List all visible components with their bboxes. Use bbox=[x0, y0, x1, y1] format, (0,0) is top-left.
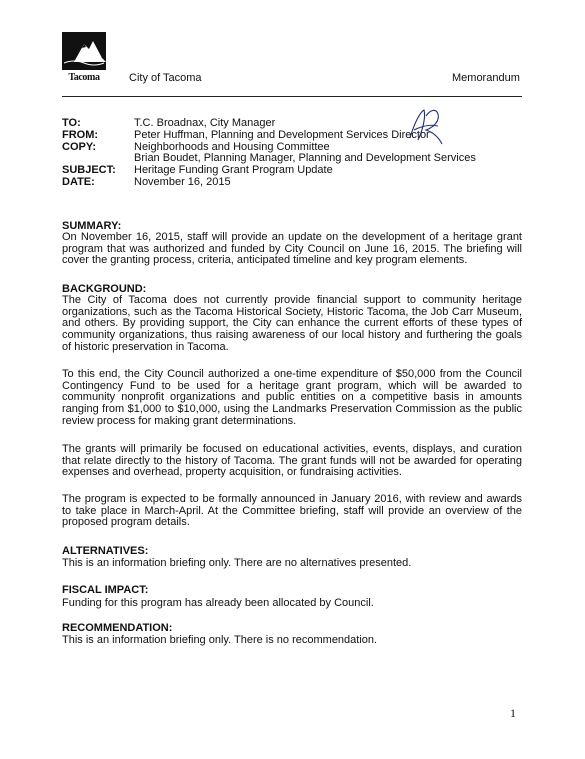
field-label: DATE: bbox=[62, 175, 95, 188]
background-paragraph: The program is expected to be formally announced in January 2016, with review and awards to take place in March-April. At the Committee briefing, staff will provide an overview of the proposed program details. bbox=[62, 493, 522, 529]
background-heading: BACKGROUND: bbox=[62, 283, 147, 295]
field-label: TO: bbox=[62, 117, 81, 129]
logo-wordmark: Tacoma bbox=[68, 72, 100, 83]
summary-text: On November 16, 2015, staff will provide an update on the development of a heritage grant program that was authorized and funded by City Council on June 16, 2015. The briefing will cover the granting process, criteria, anticipated timeline and key program elements. bbox=[62, 231, 522, 267]
city-name: City of Tacoma bbox=[129, 72, 202, 84]
background-paragraph: The grants will primarily be focused on educational activities, events, displays, and curation that relate directly to the history of Tacoma. The grant funds will not be awarded for operating expenses and overhead, property acquisition, or fundraising activities. bbox=[62, 443, 522, 479]
alternatives-heading: ALTERNATIVES: bbox=[62, 545, 149, 557]
field-label: SUBJECT: bbox=[62, 164, 116, 177]
summary-heading: SUMMARY: bbox=[62, 220, 122, 232]
tacoma-logo bbox=[62, 32, 106, 84]
alternatives-text: This is an information briefing only. There are no alternatives presented. bbox=[62, 557, 412, 569]
page-number: 1 bbox=[510, 706, 516, 720]
fiscal-impact-heading: FISCAL IMPACT: bbox=[62, 584, 149, 596]
field-label: FROM: bbox=[62, 128, 99, 141]
mountain-logo-icon bbox=[62, 32, 106, 72]
field-value: Peter Huffman, Planning and Development Services Director bbox=[134, 128, 430, 141]
field-value: Brian Boudet, Planning Manager, Planning and Development Services bbox=[134, 152, 476, 165]
recommendation-heading: RECOMMENDATION: bbox=[62, 622, 173, 634]
memo-field-subject bbox=[62, 165, 476, 177]
recommendation-text: This is an information briefing only. There is no recommendation. bbox=[62, 634, 378, 646]
field-value: November 16, 2015 bbox=[134, 175, 231, 188]
fiscal-impact-text: Funding for this program has already been allocated by Council. bbox=[62, 597, 374, 609]
memo-field-date bbox=[62, 177, 476, 189]
header-divider bbox=[62, 96, 522, 97]
field-value: Heritage Funding Grant Program Update bbox=[134, 164, 333, 177]
background-paragraph: To this end, the City Council authorized a one-time expenditure of $50,000 from the Council Contingency Fund to be used for a heritage grant program, which will be awarded to community nonprofit organizations and public entities on a competitive basis in amounts ranging from $1,000 to $10,000, using the Landmarks Preservation Commission as the public review process for making grant determinations. bbox=[62, 368, 522, 427]
signature-initials bbox=[404, 106, 444, 152]
field-label: COPY: bbox=[62, 140, 97, 153]
background-paragraph: The City of Tacoma does not currently provide financial support to community heritage organizations, such as the Tacoma Historical Society, Historic Tacoma, the Job Carr Museum, and others. By providing support, the City can enhance the current efforts of these types of community organizations, thus raising awareness of our local history and furthering the goals of historic preservation in Tacoma. bbox=[62, 294, 522, 353]
field-value: Neighborhoods and Housing Committee bbox=[134, 140, 330, 153]
field-value: T.C. Broadnax, City Manager bbox=[134, 117, 276, 129]
doc-type: Memorandum bbox=[452, 72, 520, 84]
